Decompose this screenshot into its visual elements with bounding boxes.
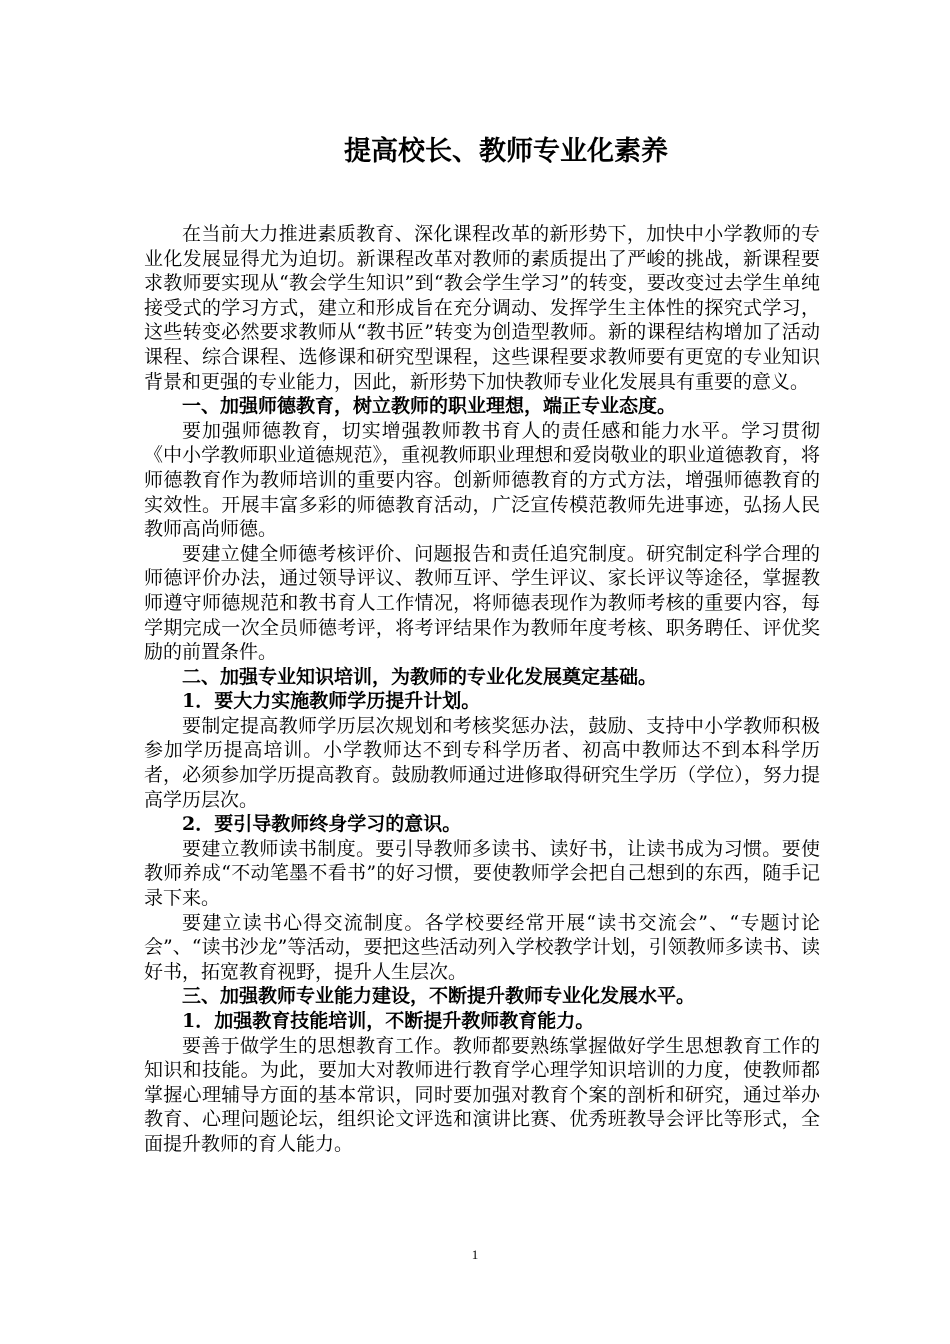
subsection-heading: 2．要引导教师终身学习的意识。 <box>182 813 462 836</box>
section-heading: 一、加强师德教育，树立教师的职业理想，端正专业态度。 <box>182 395 677 418</box>
body-paragraph: 要加强师德教育，切实增强教师教书育人的责任感和能力水平。学习贯彻《中小学教师职业道德规范》，重视教师职业理想和爱岗敬业的职业道德教育，将师德教育作为教师培训的重要内容。创新师德教育的方式方法，增强师德教育的实效性。开展丰富多彩的师德教育活动，广泛宣传模范教师先进事迹，弘扬人民教师高尚师德。 <box>144 419 820 541</box>
document-title: 提高校长、教师专业化素养 <box>344 136 668 167</box>
body-paragraph: 要制定提高教师学历层次规划和考核奖惩办法，鼓励、支持中小学教师积极参加学历提高培训。小学教师达不到专科学历者、初高中教师达不到本科学历者，必须参加学历提高教育。鼓励教师通过进修取得研究生学历（学位），努力提高学历层次。 <box>144 714 820 811</box>
subsection-heading: 1．加强教育技能培训，不断提升教师教育能力。 <box>182 1010 595 1032</box>
document-body <box>144 222 820 1157</box>
body-paragraph: 要建立健全师德考核评价、问题报告和责任追究制度。研究制定科学合理的师德评价办法，通过领导评议、教师互评、学生评议、家长评议等途径，掌握教师遵守师德规范和教书育人工作情况，将师德表现作为教师考核的重要内容，每学期完成一次全员师德考评，将考评结果作为教师年度考核、职务聘任、评优奖励的前置条件。 <box>144 542 820 664</box>
body-paragraph: 要善于做学生的思想教育工作。教师都要熟练掌握做好学生思想教育工作的知识和技能。为此，要加大对教师进行教育学心理学知识培训的力度，使教师都掌握心理辅导方面的基本常识，同时要加强对教育个案的剖析和研究，通过举办教育、心理问题论坛，组织论文评选和演讲比赛、优秀班教导会评比等形式，全面提升教师的育人能力。 <box>144 1034 820 1155</box>
body-paragraph: 要建立读书心得交流制度。各学校要经常开展“读书交流会”、“专题讨论会”、“读书沙龙”等活动，要把这些活动列入学校教学计划，引领教师多读书、读好书，拓宽教育视野，提升人生层次。 <box>144 911 820 983</box>
body-paragraph: 在当前大力推进素质教育、深化课程改革的新形势下，加快中小学教师的专业化发展显得尤为迫切。新课程改革对教师的素质提出了严峻的挑战，新课程要求教师要实现从“教会学生知识”到“教会学生学习”的转变，要改变过去学生单纯接受式的学习方式，建立和形成旨在充分调动、发挥学生主体性的探究式学习，这些转变必然要求教师从“教书匠”转变为创造型教师。新的课程结构增加了活动课程、综合课程、选修课和研究型课程，这些课程要求教师要有更宽的专业知识背景和更强的专业能力，因此，新形势下加快教师专业化发展具有重要的意义。 <box>144 223 820 393</box>
subsection-heading: 1．要大力实施教师学历提升计划。 <box>182 690 481 713</box>
page-number: 1 <box>471 1247 479 1262</box>
body-paragraph: 要建立教师读书制度。要引导教师多读书、读好书，让读书成为习惯。要使教师养成“不动笔墨不看书”的好习惯，要使教师学会把自己想到的东西，随手记录下来。 <box>144 837 820 910</box>
section-heading: 二、加强专业知识培训，为教师的专业化发展奠定基础。 <box>182 665 658 688</box>
section-heading: 三、加强教师专业能力建设，不断提升教师专业化发展水平。 <box>182 985 696 1008</box>
